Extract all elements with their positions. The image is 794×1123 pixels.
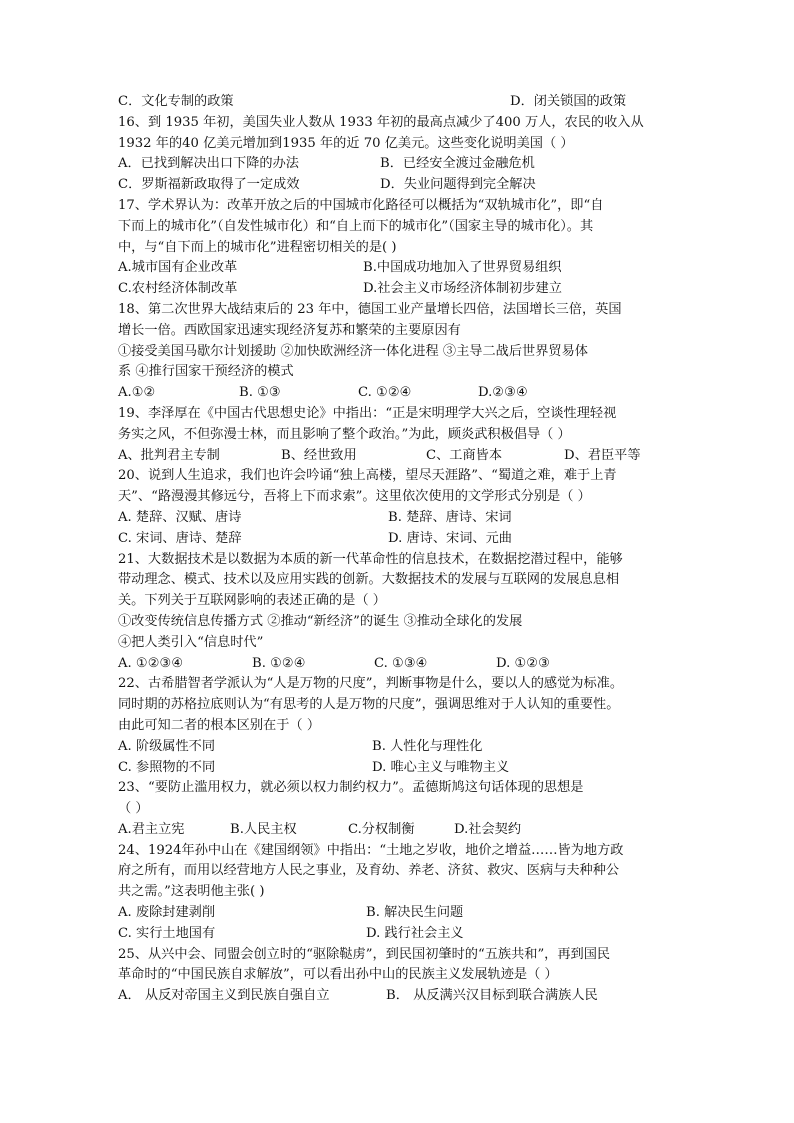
q25-option-a: A． 从反对帝国主义到民族自强自立 [118, 988, 330, 1004]
q20-options-row-1 [118, 508, 678, 529]
q18-option-d: D.②③④ [478, 385, 528, 401]
q20-stem-line-1: 20、说到人生追求，我们也许会吟诵“独上高楼，望尽天涯路”、“蜀道之难，难于上青 [118, 468, 617, 484]
q19-option-b: B、经世致用 [281, 447, 357, 463]
exam-page [118, 92, 678, 1007]
q18-stem-line-3: ①接受美国马歇尔计划援助 ②加快欧洲经济一体化进程 ③主导二战后世界贸易体 [118, 343, 588, 359]
q17-options-row-1 [118, 258, 678, 279]
q24-option-b: B. 解决民生问题 [366, 905, 464, 921]
q21-stem-line-2: 带动理念、模式、技术以及应用实践的创新。大数据技术的发展与互联网的发展息息相 [118, 572, 620, 588]
q24-option-c: C. 实行土地国有 [118, 925, 216, 941]
q22-options-row-1 [118, 737, 678, 758]
q24-options-row-2 [118, 924, 678, 945]
q21-option-b: B. ①②④ [252, 655, 306, 671]
q23-option-c: C.分权制衡 [348, 821, 415, 837]
question-25 [118, 945, 678, 1007]
q22-stem-line-2: 同时期的苏格拉底则认为“有思考的人是万物的尺度”，强调思维对于人认知的重要性。 [118, 697, 620, 713]
q17-option-a: A.城市国有企业改革 [118, 260, 238, 276]
q25-options-row [118, 986, 678, 1007]
q22-stem-line-1: 22、古希腊智者学派认为“人是万物的尺度”，判断事物是什么，要以人的感觉为标准。 [118, 676, 624, 692]
q16-options-row-1 [118, 154, 678, 175]
q24-stem-line-1: 24、1924年孙中山在《建国纲领》中指出：“土地之岁收，地价之增益……皆为地方政 [118, 842, 624, 858]
q21-stem-line-3: 关。下列关于互联网影响的表述正确的是（ ） [118, 593, 386, 609]
q16-option-c: C．罗斯福新政取得了一定成效 [118, 177, 300, 193]
q24-options-row-1 [118, 903, 678, 924]
q20-options-row-2 [118, 529, 678, 550]
q17-option-c: C.农村经济体制改革 [118, 281, 238, 297]
q25-option-b: B． 从反满兴汉目标到联合满族人民 [386, 988, 598, 1004]
q23-options-row [118, 820, 678, 841]
q18-option-a: A.①② [118, 385, 156, 401]
q22-stem-line-3: 由此可知二者的根本区别在于（ ） [118, 717, 321, 733]
q20-option-a: A. 楚辞、汉赋、唐诗 [118, 509, 242, 525]
question-21 [118, 550, 678, 675]
q18-stem-line-4: 系 ④推行国家干预经济的模式 [118, 364, 294, 380]
q18-stem-line-1: 18、第二次世界大战结束后的 23 年中，德国工业产量增长四倍，法国增长三倍，英国 [118, 301, 622, 317]
q19-option-c: C、工商皆本 [426, 447, 503, 463]
prev-option-d: D．闭关锁国的政策 [510, 94, 627, 109]
q21-option-d: D. ①②③ [496, 655, 550, 671]
q24-stem-line-3: 共之需。”这表明他主张( ) [118, 884, 265, 900]
prev-options-row [118, 92, 678, 113]
q18-stem-line-2: 增长一倍。西欧国家迅速实现经济复苏和繁荣的主要原因有 [118, 322, 461, 338]
q17-stem-line-3: 中，与“自下而上的城市化”进程密切相关的是( ) [118, 239, 397, 255]
q23-stem-line-1: 23、“要防止滥用权力，就必须以权力制约权力”。孟德斯鸠这句话体现的思想是 [118, 780, 584, 796]
q18-options-row [118, 383, 678, 404]
question-17 [118, 196, 678, 300]
q16-stem-line-2: 1932 年的40 亿美元增加到1935 年的近 70 亿美元。这些变化说明美国（ ） [118, 135, 574, 151]
q22-option-b: B. 人性化与理性化 [372, 738, 483, 754]
question-16 [118, 113, 678, 196]
q19-stem-line-1: 19、李泽厚在《中国古代思想史论》中指出：“正是宋明理学大兴之后，空谈性理轻视 [118, 405, 617, 421]
q16-options-row-2 [118, 175, 678, 196]
q23-stem-line-2: （ ） [118, 801, 149, 817]
q22-option-c: C. 参照物的不同 [118, 759, 216, 775]
q20-stem-line-2: 天”、“路漫漫其修远兮，吾将上下而求索”。这里依次使用的文学形式分别是（ ） [118, 489, 591, 505]
q20-option-c: C. 宋词、唐诗、楚辞 [118, 530, 242, 546]
q22-options-row-2 [118, 758, 678, 779]
q16-option-a: A．已找到解决出口下降的办法 [118, 156, 299, 172]
q19-option-a: A、批判君主专制 [118, 447, 220, 463]
q17-option-d: D.社会主义市场经济体制初步建立 [363, 281, 562, 297]
prev-option-c: C．文化专制的政策 [118, 94, 234, 109]
q22-option-d: D. 唯心主义与唯物主义 [372, 759, 510, 775]
q18-option-c: C. ①②④ [358, 385, 412, 401]
q16-option-b: B．已经安全渡过金融危机 [380, 156, 535, 172]
q17-stem-line-1: 17、学术界认为：改革开放之后的中国城市化路径可以概括为“双轨城市化”，即“自 [118, 197, 604, 213]
question-22 [118, 674, 678, 778]
q23-option-a: A.君主立宪 [118, 821, 185, 837]
q21-stem-line-4: ①改变传统信息传播方式 ②推动“新经济”的诞生 ③推动全球化的发展 [118, 613, 523, 629]
q16-stem-line-1: 16、到 1935 年初，美国失业人数从 1933 年初的最高点减少了400 万人，农民的收入从 [118, 114, 644, 130]
q18-option-b: B. ①③ [239, 385, 281, 401]
question-24 [118, 841, 678, 945]
q20-option-d: D. 唐诗、宋词、元曲 [388, 530, 512, 546]
q21-stem-line-5: ④把人类引入“信息时代” [118, 634, 264, 650]
q21-option-c: C. ①③④ [374, 655, 428, 671]
q19-options-row [118, 446, 678, 467]
q25-stem-line-2: 革命时的“中国民族自求解放”，可以看出孙中山的民族主义发展轨迹是（ ） [118, 967, 558, 983]
q25-stem-line-1: 25、从兴中会、同盟会创立时的“驱除鞑虏”，到民国初肇时的“五族共和”，再到国民 [118, 946, 611, 962]
q17-option-b: B.中国成功地加入了世界贸易组织 [363, 260, 562, 276]
q24-stem-line-2: 府之所有，而用以经营地方人民之事业，及育幼、养老、济贫、救灾、医病与夫种种公 [118, 863, 620, 879]
question-19 [118, 404, 678, 466]
question-18 [118, 300, 678, 404]
question-23 [118, 778, 678, 840]
q16-option-d: D．失业问题得到完全解决 [380, 177, 536, 193]
q21-stem-line-1: 21、大数据技术是以数据为本质的新一代革命性的信息技术，在数据挖潜过程中，能够 [118, 551, 623, 567]
q19-option-d: D、君臣平等 [564, 447, 641, 463]
q21-option-a: A. ①②③④ [118, 655, 184, 671]
q24-option-d: D. 践行社会主义 [366, 925, 464, 941]
q17-stem-line-2: 下而上的城市化”（自发性城市化）和“自上而下的城市化”（国家主导的城市化）。其 [118, 218, 594, 234]
q17-options-row-2 [118, 279, 678, 300]
q20-option-b: B. 楚辞、唐诗、宋词 [388, 509, 512, 525]
q22-option-a: A. 阶级属性不同 [118, 738, 216, 754]
q24-option-a: A. 废除封建剥削 [118, 905, 216, 921]
question-20 [118, 466, 678, 549]
q21-options-row [118, 654, 678, 675]
q19-stem-line-2: 务实之风，不但弥漫士林，而且影响了整个政治。”为此，顾炎武积极倡导（ ） [118, 426, 571, 442]
q23-option-b: B.人民主权 [230, 821, 297, 837]
q23-option-d: D.社会契约 [454, 821, 522, 837]
